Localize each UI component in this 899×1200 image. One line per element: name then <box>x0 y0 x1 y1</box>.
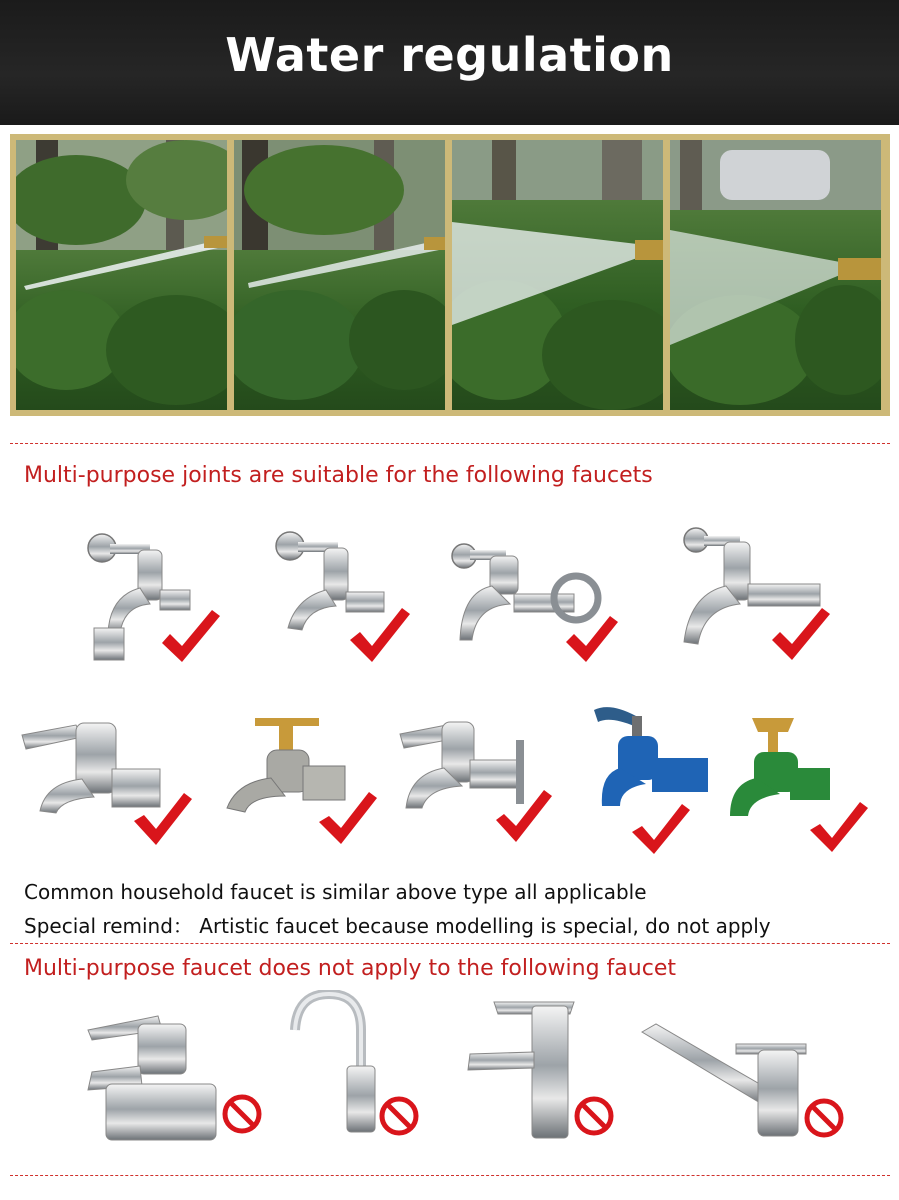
prohibited-icon <box>807 1101 841 1135</box>
green-key-tap-icon <box>722 712 872 862</box>
divider-middle <box>10 943 890 944</box>
spray-photo-strip <box>10 134 890 416</box>
narrow-jet-spray-photo <box>234 140 445 410</box>
blue-tap-icon <box>590 702 730 862</box>
note-special-remind: Special remind： Artistic faucet because modelling is special, do not apply <box>24 914 771 938</box>
page-title: Water regulation <box>225 28 674 82</box>
unsuitable-section-title: Multi-purpose faucet does not apply to the following faucet <box>24 956 676 981</box>
prohibited-icon <box>577 1099 611 1133</box>
chrome-wall-lever-tap-icon <box>392 712 562 857</box>
chrome-tap-icon <box>268 528 418 673</box>
prohibited-icon <box>382 1099 416 1133</box>
checkmark-icon <box>162 610 220 662</box>
checkmark-icon <box>350 608 410 662</box>
header-banner <box>0 0 899 125</box>
chrome-lever-tap-icon <box>16 715 196 855</box>
swivel-kitchen-tap-icon <box>636 1018 856 1143</box>
checkmark-icon <box>810 802 868 852</box>
mist-spray-photo <box>670 140 881 410</box>
chrome-tap-icon <box>676 524 836 669</box>
checkmark-icon <box>632 804 690 854</box>
jet-spray-photo <box>16 140 227 410</box>
prohibited-icon <box>225 1097 259 1131</box>
checkmark-icon <box>772 608 830 660</box>
note-applicable: Common household faucet is similar above type all applicable <box>24 880 647 904</box>
tall-mixer-icon <box>462 994 622 1144</box>
basin-mixer-icon <box>78 1010 268 1150</box>
chrome-tap-icon <box>80 528 230 673</box>
fan-spray-photo <box>452 140 663 410</box>
divider-bottom <box>10 1175 890 1176</box>
chrome-wall-tap-icon <box>448 530 618 675</box>
suitable-section-title: Multi-purpose joints are suitable for the following faucets <box>24 463 653 488</box>
gooseneck-tap-icon <box>285 990 425 1140</box>
brass-cross-tap-icon <box>215 712 385 857</box>
divider-top <box>10 443 890 444</box>
